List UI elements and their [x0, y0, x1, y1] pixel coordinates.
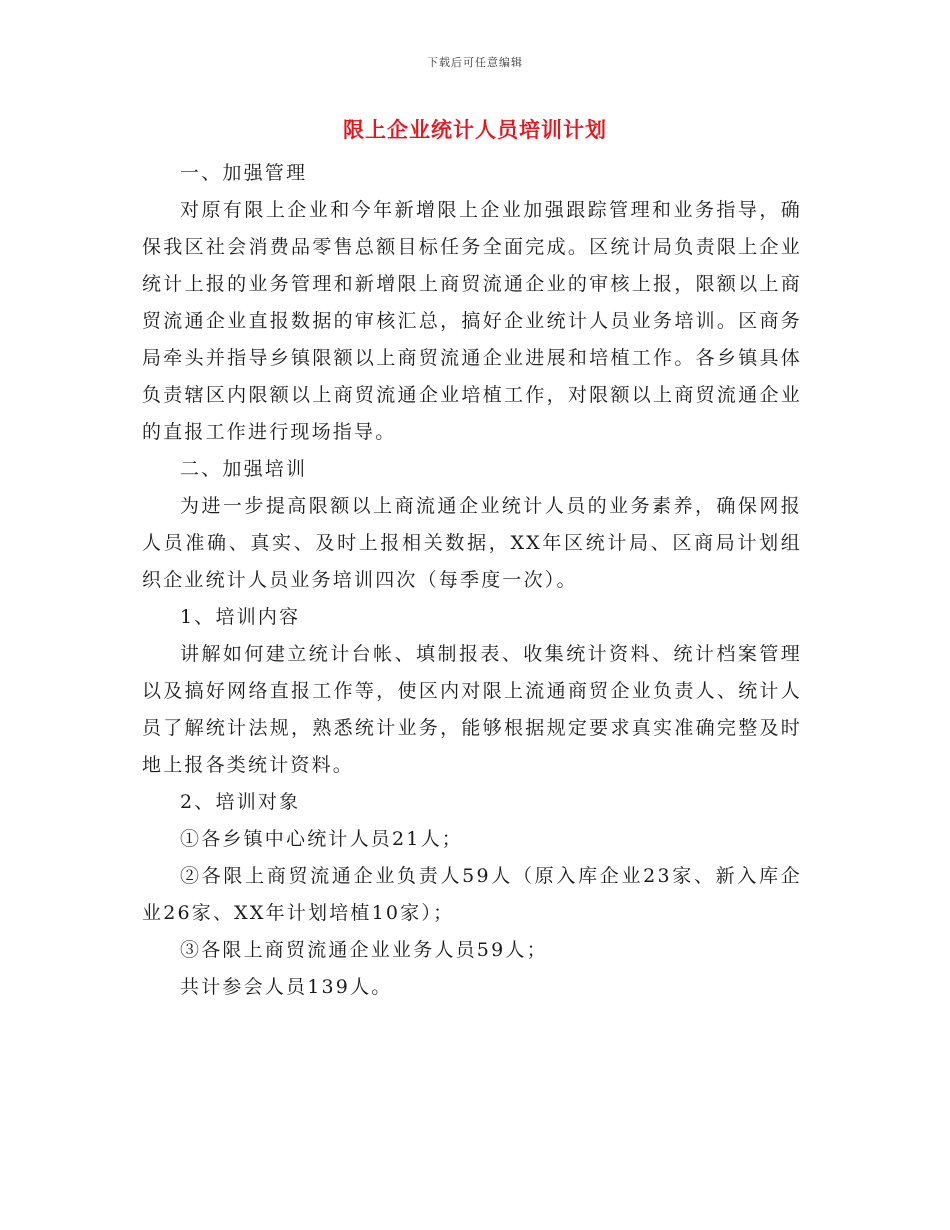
section-heading-management: 一、加强管理	[180, 162, 308, 184]
paragraph-management: 对原有限上企业和今年新增限上企业加强跟踪管理和业务指导，确保我区社会消费品零售总额目标任务全面完成。区统计局负责限上企业统计上报的业务管理和新增限上商贸流通企业的审核上报，限额以上商贸流通企业直报数据的审核汇总，搞好企业统计人员业务培训。区商务局牵头并指导乡镇限额以上商贸流通企业进展和培植工作。各乡镇具体负责辖区内限额以上商贸流通企业培植工作，对限额以上商贸流通企业的直报工作进行现场指导。	[142, 199, 802, 443]
list-item-target-1: ①各乡镇中心统计人员21人；	[180, 828, 463, 850]
subheading-training-content: 1、培训内容	[180, 606, 301, 628]
header-note: 下载后可任意编辑	[427, 56, 523, 69]
section-heading-training: 二、加强培训	[180, 458, 308, 480]
document-body	[142, 155, 802, 1006]
paragraph-training: 为进一步提高限额以上商流通企业统计人员的业务素养，确保网报人员准确、真实、及时上报相关数据，XX年区统计局、区商局计划组织企业统计人员业务培训四次（每季度一次）。	[142, 495, 802, 591]
list-item-target-2: ②各限上商贸流通企业负责人59人（原入库企业23家、新入库企业26家、XX年计划培植10家）；	[142, 865, 802, 924]
subheading-training-targets: 2、培训对象	[180, 791, 301, 813]
list-item-target-3: ③各限上商贸流通企业业务人员59人；	[180, 939, 548, 961]
paragraph-training-content: 讲解如何建立统计台帐、填制报表、收集统计资料、统计档案管理以及搞好网络直报工作等，使区内对限上流通商贸企业负责人、统计人员了解统计法规，熟悉统计业务，能够根据规定要求真实准确完整及时地上报各类统计资料。	[142, 643, 802, 776]
document-title: 限上企业统计人员培训计划	[343, 117, 607, 142]
total-attendees: 共计参会人员139人。	[180, 976, 393, 998]
